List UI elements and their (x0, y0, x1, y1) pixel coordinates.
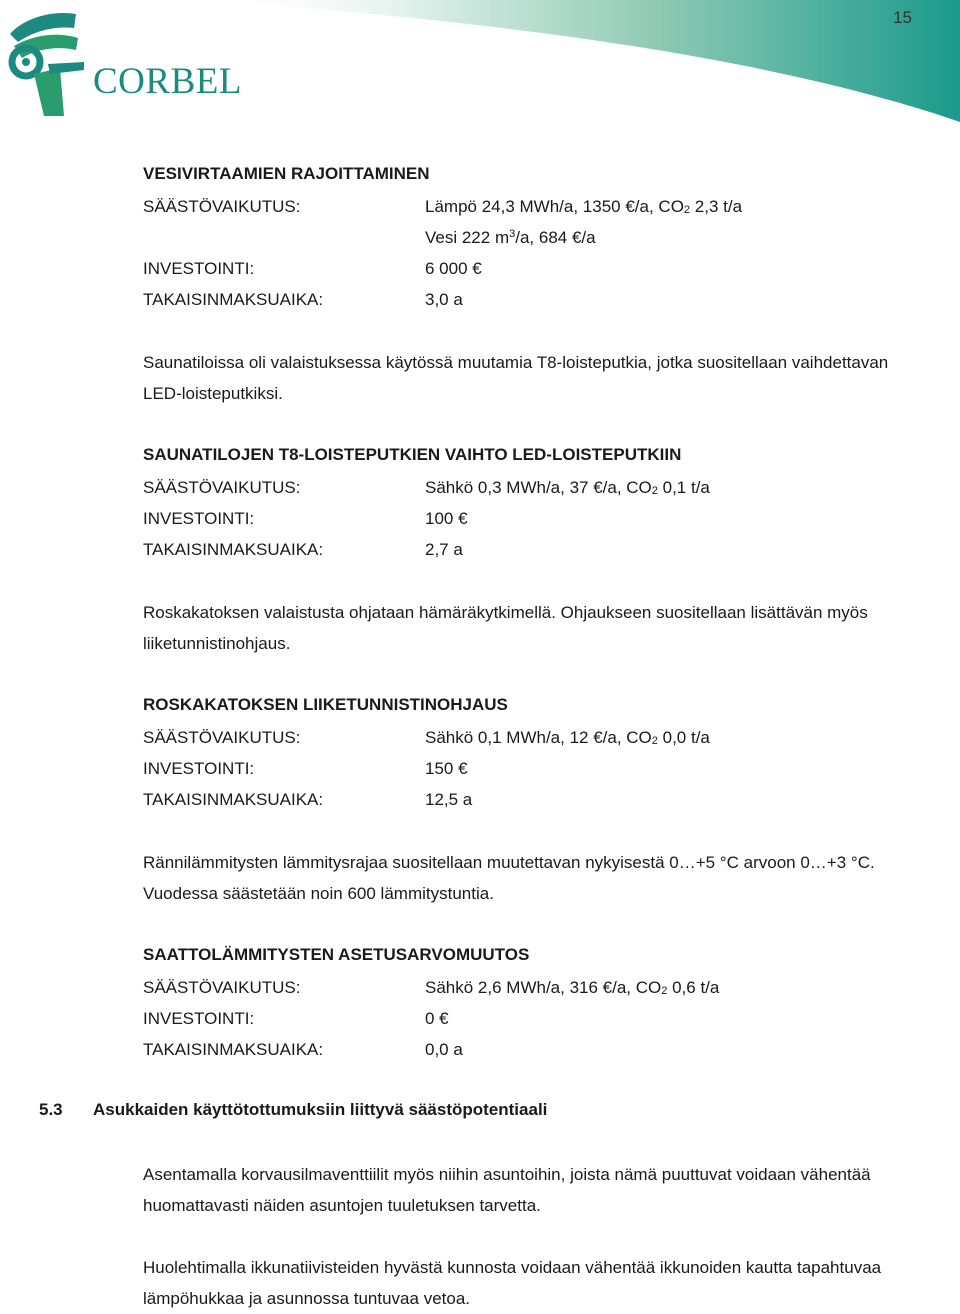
savings-label: SÄÄSTÖVAIKUTUS: (143, 728, 301, 747)
column-capital-logo-icon (4, 4, 100, 124)
paragraph-windows: Asentamalla korvausilmaventtiilit myös niihin asuntoihin, joista nämä puuttuvat voidaan vähentää huomattavasti näiden asuntojen tuuletuksen tarvetta. (143, 1165, 871, 1215)
savings-value: Sähkö 0,1 MWh/a, 12 €/a, $CO_2$ 0,0 t/a (425, 728, 710, 747)
savings-label: SÄÄSTÖVAIKUTUS: (143, 197, 301, 216)
savings-value: Lämpö 24,3 MWh/a, 1350 €/a, $CO_2$ 2,3 t/a (425, 197, 743, 216)
section-number: 5.3 (39, 1100, 63, 1119)
investment-label: INVESTOINTI: (143, 1009, 255, 1028)
savings-value-water: Vesi 222 $m^3/a$, 684 €/a (425, 228, 596, 247)
payback-value: 2,7 a (425, 540, 463, 559)
payback-value: 3,0 a (425, 290, 463, 309)
payback-value: 12,5 a (425, 790, 473, 809)
measure-title: ROSKAKATOKSEN LIIKETUNNISTINOHJAUS (143, 695, 508, 714)
payback-label: TAKAISINMAKSUAIKA: (143, 790, 324, 809)
measure-title: VESIVIRTAAMIEN RAJOITTAMINEN (143, 164, 430, 183)
payback-label: TAKAISINMAKSUAIKA: (143, 290, 324, 309)
paragraph-gutter-heating: Rännilämmitysten lämmitysrajaa suositellaan muutettavan nykyisestä 0…+5 °C arvoon 0…+3 °C. Vuodessa säästetään noin 600 lämmitystuntia. (143, 853, 875, 903)
savings-value: Sähkö 0,3 MWh/a, 37 €/a, $CO_2$ 0,1 t/a (425, 478, 710, 497)
payback-label: TAKAISINMAKSUAIKA: (143, 1040, 324, 1059)
page-header (0, 0, 960, 130)
investment-value: 100 € (425, 509, 468, 528)
savings-label: SÄÄSTÖVAIKUTUS: (143, 478, 301, 497)
payback-label: TAKAISINMAKSUAIKA: (143, 540, 324, 559)
savings-value: Sähkö 2,6 MWh/a, 316 €/a, $CO_2$ 0,6 t/a (425, 978, 720, 997)
investment-value: 0 € (425, 1009, 449, 1028)
investment-value: 150 € (425, 759, 468, 778)
measure-title: SAATTOLÄMMITYSTEN ASETUSARVOMUUTOS (143, 945, 530, 964)
logo-wordmark: CORBEL (93, 61, 242, 102)
section-heading: Asukkaiden käyttötottumuksiin liittyvä säästöpotentiaali (93, 1100, 548, 1119)
investment-label: INVESTOINTI: (143, 259, 255, 278)
paragraph-sauna-lights: Saunatiloissa oli valaistuksessa käytössä muutamia T8-loisteputkia, jotka suositellaan vaihdettavan LED-loisteputkiksi. (143, 353, 889, 403)
investment-value: 6 000 € (425, 259, 482, 278)
savings-label: SÄÄSTÖVAIKUTUS: (143, 978, 301, 997)
payback-value: 0,0 a (425, 1040, 463, 1059)
paragraph-waste-shelter: Roskakatoksen valaistusta ohjataan hämäräkytkimellä. Ohjaukseen suositellaan lisättävän myös liiketunnistinohjaus. (143, 603, 868, 653)
investment-label: INVESTOINTI: (143, 509, 255, 528)
measure-title: SAUNATILOJEN T8-LOISTEPUTKIEN VAIHTO LED-LOISTEPUTKIIN (143, 445, 682, 464)
investment-label: INVESTOINTI: (143, 759, 255, 778)
paragraph-window-sealing: Huolehtimalla ikkunatiivisteiden hyvästä kunnosta voidaan vähentää ikkunoiden kautta tapahtuvaa lämpöhukkaa ja asunnossa tuntuvaa vetoa. (143, 1258, 882, 1308)
page-number: 15 (893, 8, 912, 27)
